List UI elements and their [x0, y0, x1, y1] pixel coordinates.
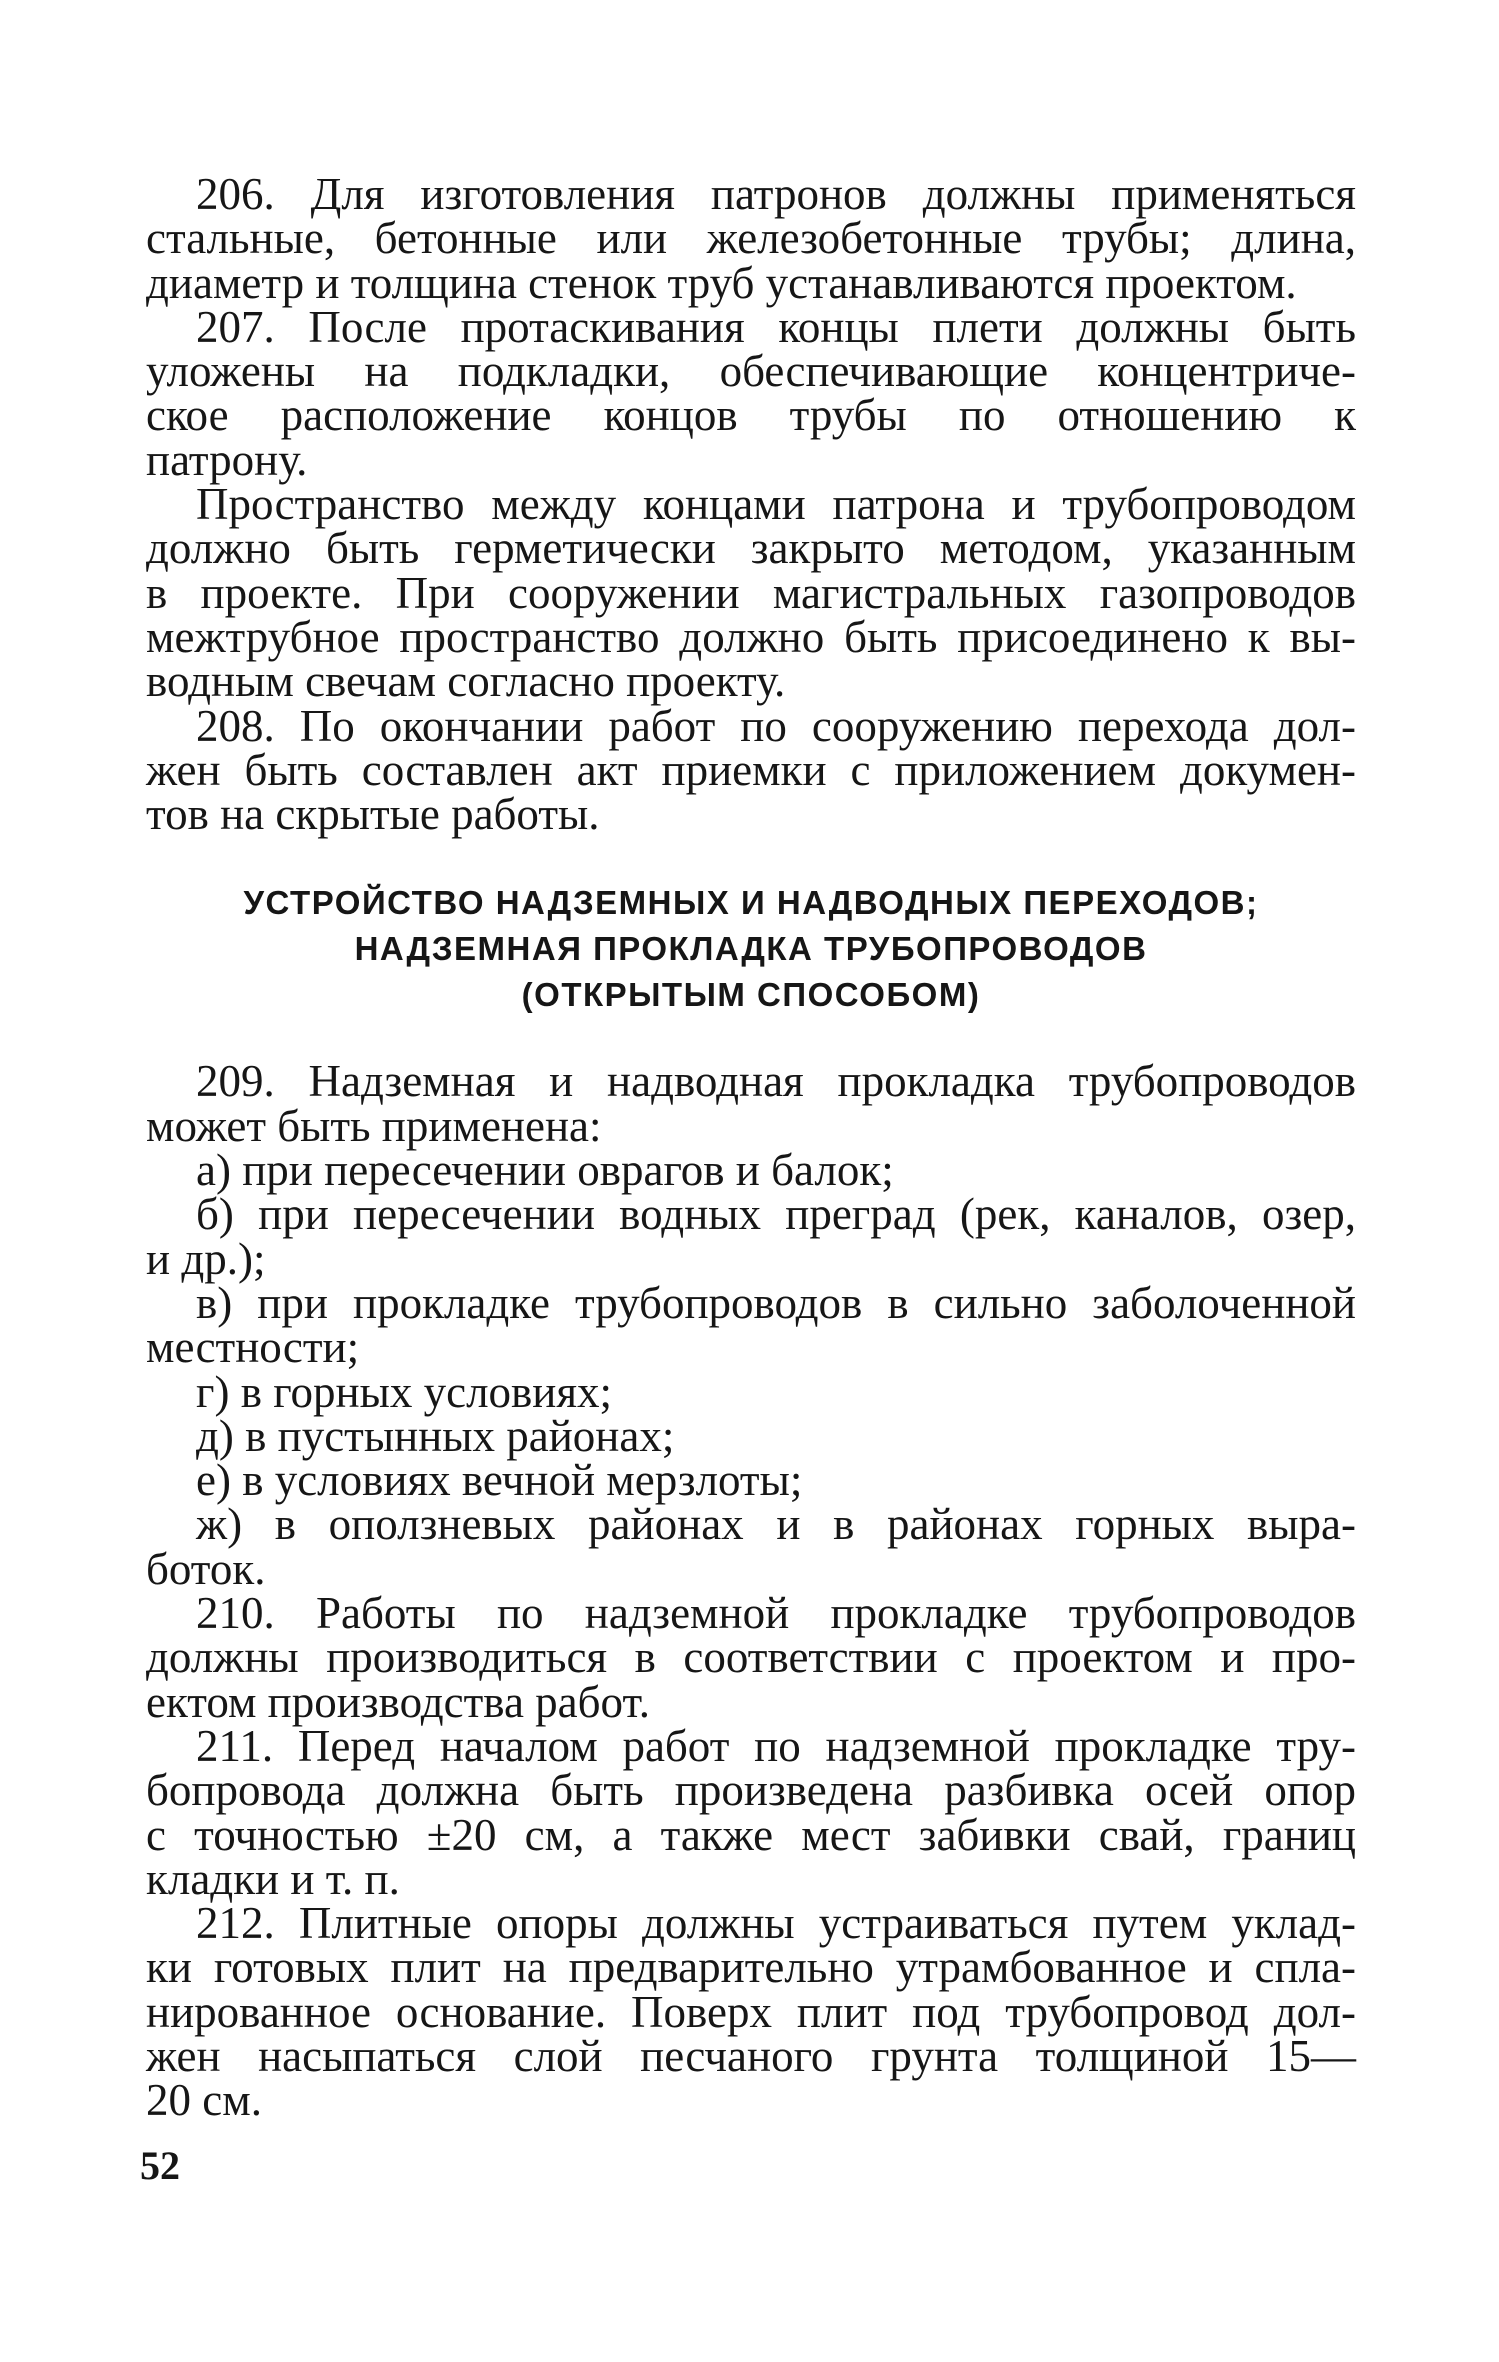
text-block-paragraphs-209-212 — [146, 1056, 1356, 2126]
text-line: жен быть составлен акт приемки с приложением докумен- — [146, 744, 1356, 795]
text-line: уложены на подкладки, обеспечивающие концентриче- — [146, 346, 1356, 397]
text-line: тов на скрытые работы. — [146, 789, 600, 840]
text-line: жен насыпаться слой песчаного грунта толщиной 15— — [146, 2030, 1356, 2081]
page-content — [146, 169, 1356, 2126]
section-heading — [146, 880, 1356, 1018]
text-line: 212. Плитные опоры должны устраиваться путем уклад- — [196, 1898, 1356, 1949]
text-block-paragraphs-206-208 — [146, 169, 1356, 840]
text-line: должны производиться в соответствии с проектом и про- — [146, 1632, 1356, 1683]
text-line: должно быть герметически закрыто методом, указанным — [146, 523, 1356, 574]
text-line: 207. После протаскивания концы плети должны быть — [196, 301, 1356, 352]
text-line: д) в пустынных районах; — [196, 1410, 675, 1461]
text-line: а) при пересечении оврагов и балок; — [196, 1145, 894, 1196]
text-line: 210. Работы по надземной прокладке трубопроводов — [196, 1588, 1356, 1639]
text-line: 208. По окончании работ по сооружению перехода дол- — [196, 700, 1356, 751]
text-line: боток. — [146, 1543, 266, 1594]
text-line: ектом производства работ. — [146, 1676, 650, 1727]
text-line: межтрубное пространство должно быть присоединено к вы- — [146, 611, 1356, 662]
text-line: ки готовых плит на предварительно утрамбованное и спла- — [146, 1942, 1356, 1993]
text-line: 206. Для изготовления патронов должны применяться — [196, 169, 1356, 219]
text-line: бопровода должна быть произведена разбивка осей опор — [146, 1765, 1356, 1816]
text-line: в) при прокладке трубопроводов в сильно заболоченной — [196, 1277, 1356, 1328]
text-line: ж) в оползневых районах и в районах горных выра- — [196, 1499, 1356, 1550]
text-line: б) при пересечении водных преград (рек, каналов, озер, — [196, 1189, 1356, 1240]
text-line: местности; — [146, 1322, 360, 1373]
text-line: может быть применена: — [146, 1100, 602, 1151]
text-line: и др.); — [146, 1233, 266, 1284]
text-line: патрону. — [146, 434, 308, 485]
text-line: 211. Перед началом работ по надземной прокладке тру- — [196, 1720, 1356, 1771]
text-line: 20 см. — [146, 2075, 262, 2126]
heading-line: УСТРОЙСТВО НАДЗЕМНЫХ И НАДВОДНЫХ ПЕРЕХОДОВ; — [243, 884, 1259, 922]
text-line: с точностью ±20 см, а также мест забивки свай, границ — [146, 1809, 1356, 1860]
heading-line: (ОТКРЫТЫМ СПОСОБОМ) — [521, 976, 981, 1014]
text-line: стальные, бетонные или железобетонные трубы; длина, — [146, 213, 1356, 264]
text-line: кладки и т. п. — [146, 1853, 400, 1904]
heading-line: НАДЗЕМНАЯ ПРОКЛАДКА ТРУБОПРОВОДОВ — [354, 930, 1148, 968]
text-line: нированное основание. Поверх плит под трубопровод дол- — [146, 1986, 1356, 2037]
text-line: г) в горных условиях; — [196, 1366, 613, 1417]
text-line: диаметр и толщина стенок труб устанавливаются проектом. — [146, 257, 1297, 308]
text-line: водным свечам согласно проекту. — [146, 656, 786, 707]
text-line: Пространство между концами патрона и трубопроводом — [196, 479, 1356, 530]
text-line: 209. Надземная и надводная прокладка трубопроводов — [196, 1056, 1356, 1107]
page-number: 52 — [140, 2143, 180, 2188]
text-line: е) в условиях вечной мерзлоты; — [196, 1455, 803, 1506]
text-line: ское расположение концов трубы по отношению к — [146, 390, 1356, 441]
text-line: в проекте. При сооружении магистральных газопроводов — [146, 567, 1356, 618]
